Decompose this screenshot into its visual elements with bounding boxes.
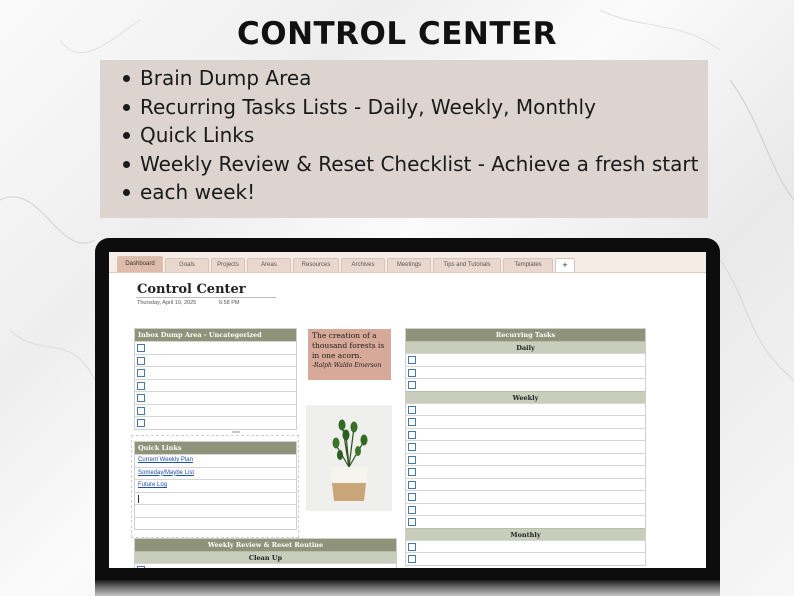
checkbox[interactable] bbox=[408, 431, 416, 439]
quote-text: The creation of a thousand forests is in one acorn. bbox=[312, 331, 385, 360]
monthly-row[interactable] bbox=[406, 540, 645, 553]
laptop-screen bbox=[109, 252, 706, 568]
checkbox[interactable] bbox=[137, 407, 145, 415]
checkbox[interactable] bbox=[137, 369, 145, 377]
inbox-row[interactable] bbox=[135, 341, 296, 354]
weekly-row[interactable] bbox=[406, 415, 645, 428]
checkbox[interactable] bbox=[408, 406, 416, 414]
daily-row[interactable] bbox=[406, 378, 645, 391]
weekly-row[interactable] bbox=[406, 503, 645, 516]
tab-areas[interactable]: Areas bbox=[247, 258, 291, 272]
checkbox[interactable] bbox=[137, 382, 145, 390]
checkbox[interactable] bbox=[408, 543, 416, 551]
inbox-table bbox=[134, 328, 297, 430]
quote-author: -Ralph Waldo Emerson bbox=[312, 362, 382, 369]
tab-dashboard[interactable]: Dashboard bbox=[117, 256, 163, 272]
checkbox[interactable] bbox=[408, 356, 416, 364]
checkbox[interactable] bbox=[137, 357, 145, 365]
tab-templates[interactable]: Templates bbox=[503, 258, 553, 272]
weekly-row[interactable] bbox=[406, 515, 645, 528]
checkbox[interactable] bbox=[137, 344, 145, 352]
quick-link-row[interactable] bbox=[135, 504, 296, 517]
daily-row[interactable] bbox=[406, 353, 645, 366]
checkbox[interactable] bbox=[408, 369, 416, 377]
add-tab-button[interactable]: + bbox=[555, 258, 575, 272]
checkbox[interactable] bbox=[137, 566, 145, 568]
checkbox[interactable] bbox=[408, 506, 416, 514]
recurring-tasks-header: Recurring Tasks bbox=[406, 329, 645, 341]
weekly-review-table bbox=[134, 538, 397, 568]
tab-projects[interactable]: Projects bbox=[211, 258, 245, 272]
quick-links-table bbox=[134, 441, 297, 530]
weekly-row[interactable] bbox=[406, 403, 645, 416]
checkbox[interactable] bbox=[408, 468, 416, 476]
feature-box bbox=[100, 60, 708, 218]
plant-image bbox=[306, 405, 392, 511]
quick-link-row bbox=[135, 454, 296, 467]
link-current-weekly-plan[interactable]: Current Weekly Plan bbox=[138, 457, 193, 463]
quick-link-row bbox=[135, 467, 296, 480]
checkbox[interactable] bbox=[408, 493, 416, 501]
drag-handle[interactable] bbox=[232, 431, 240, 433]
weekly-review-subheader: Clean Up bbox=[135, 551, 396, 563]
feature-item: Brain Dump Area bbox=[140, 64, 708, 93]
feature-item: Quick Links bbox=[140, 121, 708, 150]
weekly-row[interactable] bbox=[406, 490, 645, 503]
quick-links-header: Quick Links bbox=[135, 442, 296, 454]
checkbox[interactable] bbox=[408, 381, 416, 389]
link-someday-maybe-list[interactable]: Someday/Maybe List bbox=[138, 469, 195, 476]
monthly-subheader: Monthly bbox=[406, 528, 645, 540]
promo-title: CONTROL CENTER bbox=[236, 16, 558, 52]
weekly-subheader: Weekly bbox=[406, 391, 645, 403]
checkbox[interactable] bbox=[408, 481, 416, 489]
inbox-row[interactable] bbox=[135, 379, 296, 392]
page-title: Control Center bbox=[137, 282, 246, 297]
checkbox[interactable] bbox=[137, 394, 145, 402]
section-tab-bar bbox=[109, 252, 706, 273]
feature-item: Weekly Review & Reset Checklist - Achieve a fresh start bbox=[140, 150, 708, 179]
tab-tips-and-tutorials[interactable]: Tips and Tutorials bbox=[433, 258, 501, 272]
inbox-row[interactable] bbox=[135, 416, 296, 429]
text-cursor bbox=[138, 495, 139, 503]
weekly-review-header: Weekly Review & Reset Routine bbox=[135, 539, 396, 551]
checkbox[interactable] bbox=[408, 555, 416, 563]
checkbox[interactable] bbox=[137, 419, 145, 427]
inbox-row[interactable] bbox=[135, 404, 296, 417]
checkbox[interactable] bbox=[408, 443, 416, 451]
inbox-row[interactable] bbox=[135, 354, 296, 367]
checkbox[interactable] bbox=[408, 518, 416, 526]
link-future-log[interactable]: Future Log bbox=[138, 482, 168, 488]
daily-subheader: Daily bbox=[406, 341, 645, 353]
weekly-row[interactable] bbox=[406, 453, 645, 466]
inbox-row[interactable] bbox=[135, 391, 296, 404]
title-divider bbox=[136, 297, 276, 298]
tab-meetings[interactable]: Meetings bbox=[387, 258, 431, 272]
checkbox[interactable] bbox=[408, 418, 416, 426]
feature-item-continued: each week! bbox=[140, 178, 708, 207]
monthly-row[interactable] bbox=[406, 552, 645, 565]
quick-link-row-editing[interactable] bbox=[135, 492, 296, 505]
checkbox[interactable] bbox=[408, 456, 416, 464]
quick-link-row[interactable] bbox=[135, 517, 296, 530]
laptop-base bbox=[95, 580, 720, 596]
recurring-tasks-table bbox=[405, 328, 646, 566]
tab-resources[interactable]: Resources bbox=[293, 258, 339, 272]
page-time: 6:58 PM bbox=[219, 300, 240, 306]
weekly-row[interactable] bbox=[406, 465, 645, 478]
quote-box bbox=[308, 329, 391, 380]
weekly-row[interactable] bbox=[406, 428, 645, 441]
tab-goals[interactable]: Goals bbox=[165, 258, 209, 272]
quick-link-row bbox=[135, 479, 296, 492]
daily-row[interactable] bbox=[406, 366, 645, 379]
weekly-review-row[interactable] bbox=[135, 563, 396, 568]
tab-archives[interactable]: Archives bbox=[341, 258, 385, 272]
page-date: Thursday, April 10, 2025 bbox=[137, 300, 197, 306]
weekly-row[interactable] bbox=[406, 440, 645, 453]
inbox-header: Inbox Dump Area - Uncategorized bbox=[135, 329, 296, 341]
feature-item: Recurring Tasks Lists - Daily, Weekly, Monthly bbox=[140, 93, 708, 122]
weekly-row[interactable] bbox=[406, 478, 645, 491]
inbox-row[interactable] bbox=[135, 366, 296, 379]
